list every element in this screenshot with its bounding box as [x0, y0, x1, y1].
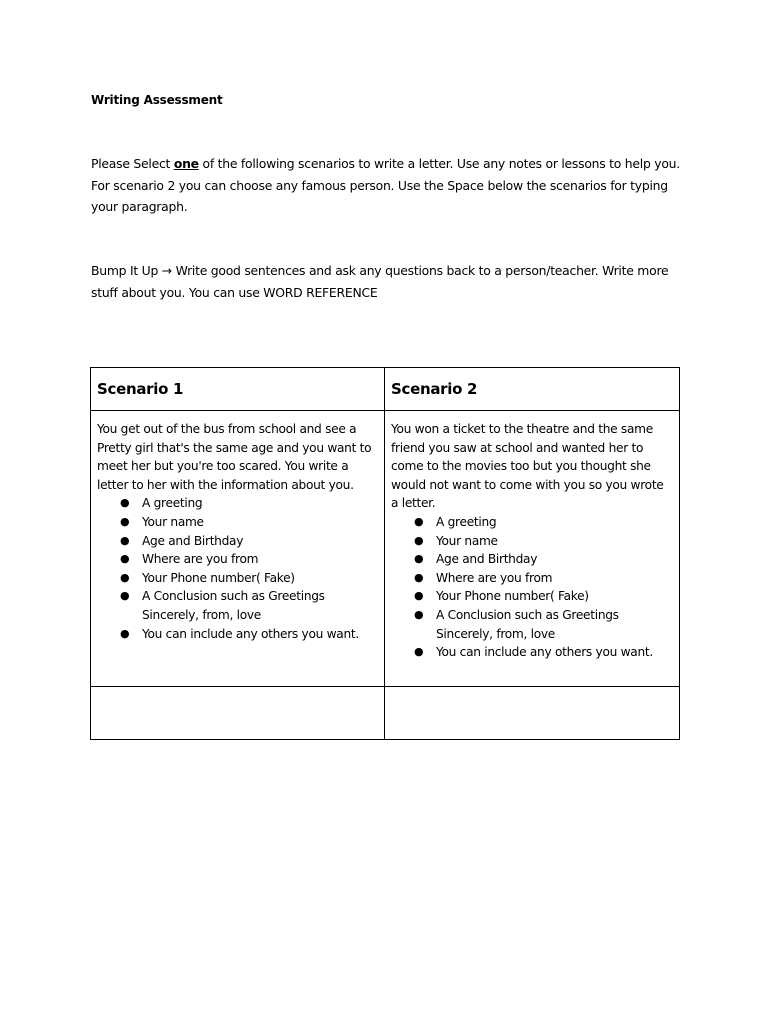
list-item-text: Your name	[436, 533, 498, 548]
list-item-text: Where are you from	[142, 552, 259, 567]
instructions-paragraph	[91, 153, 691, 218]
bullet-icon: ●	[120, 496, 130, 510]
list-item	[414, 643, 673, 662]
bullet-icon: ●	[414, 645, 424, 659]
list-item-text: Age and Birthday	[142, 533, 244, 548]
list-item-text: Your name	[142, 514, 204, 529]
page-title: Writing Assessment	[91, 93, 223, 107]
list-item-text: A Conclusion such as Greetings Sincerely, from, love	[142, 589, 325, 622]
list-item-text: Where are you from	[436, 570, 553, 585]
scenario-1-cell	[91, 411, 385, 687]
scenario-1-description: You get out of the bus from school and see a Pretty girl that's the same age and you want to meet her but you're too scared. You write a letter to her with the information about you.	[97, 422, 372, 492]
list-item-text: A greeting	[142, 496, 203, 511]
bullet-icon: ●	[414, 514, 424, 528]
table-body-row	[91, 411, 680, 687]
bullet-icon: ●	[120, 533, 130, 547]
bullet-icon: ●	[120, 626, 130, 640]
list-item-text: You can include any others you want.	[142, 626, 359, 641]
list-item-text: A greeting	[436, 514, 497, 529]
list-item	[414, 587, 673, 606]
bullet-icon: ●	[414, 589, 424, 603]
scenario-2-answer-cell[interactable]	[385, 687, 680, 740]
list-item-text: Your Phone number( Fake)	[436, 589, 589, 604]
scenario-2-heading: Scenario 2	[385, 368, 680, 411]
bullet-icon: ●	[414, 533, 424, 547]
scenario-1-answer-cell[interactable]	[91, 687, 385, 740]
list-item	[414, 606, 673, 643]
list-item	[120, 494, 378, 513]
list-item-text: A Conclusion such as Greetings Sincerely, from, love	[436, 607, 619, 641]
bullet-icon: ●	[120, 589, 130, 603]
instructions-text-end: of the following scenarios to write a letter. Use any notes or lessons to help you. For scenario 2 you can choose any famous person. Use the Space below the scenarios for typing your paragraph.	[91, 156, 680, 214]
table-empty-row	[91, 687, 680, 740]
list-item	[120, 532, 378, 551]
scenario-table	[90, 367, 680, 740]
list-item	[120, 569, 378, 588]
scenario-2-description: You won a ticket to the theatre and the same friend you saw at school and wanted her to come to the movies too but you thought she would not want to come with you so you wrote a letter.	[391, 422, 664, 511]
scenario-2-checklist	[391, 513, 673, 662]
bullet-icon: ●	[414, 552, 424, 566]
instructions-emphasis: one	[173, 156, 199, 171]
list-item	[414, 513, 673, 532]
bullet-icon: ●	[120, 514, 130, 528]
scenario-1-heading: Scenario 1	[91, 368, 385, 411]
list-item	[120, 625, 378, 644]
list-item	[120, 513, 378, 532]
instructions-text-start: Please Select	[91, 156, 174, 171]
bullet-icon: ●	[120, 570, 130, 584]
list-item	[120, 587, 378, 624]
table-header-row	[91, 368, 680, 411]
list-item-text: Age and Birthday	[436, 552, 538, 567]
list-item-text: Your Phone number( Fake)	[142, 570, 295, 585]
list-item	[414, 550, 673, 569]
bullet-icon: ●	[414, 607, 424, 621]
list-item	[120, 550, 378, 569]
scenario-1-checklist	[97, 494, 378, 643]
bullet-icon: ●	[414, 570, 424, 584]
list-item	[414, 532, 673, 551]
bump-it-up-paragraph: Bump It Up → Write good sentences and ask any questions back to a person/teacher. Write more stuff about you. You can use WORD REFERENCE	[91, 263, 669, 300]
bullet-icon: ●	[120, 552, 130, 566]
scenario-2-cell	[385, 411, 680, 687]
list-item	[414, 569, 673, 588]
list-item-text: You can include any others you want.	[436, 645, 653, 660]
